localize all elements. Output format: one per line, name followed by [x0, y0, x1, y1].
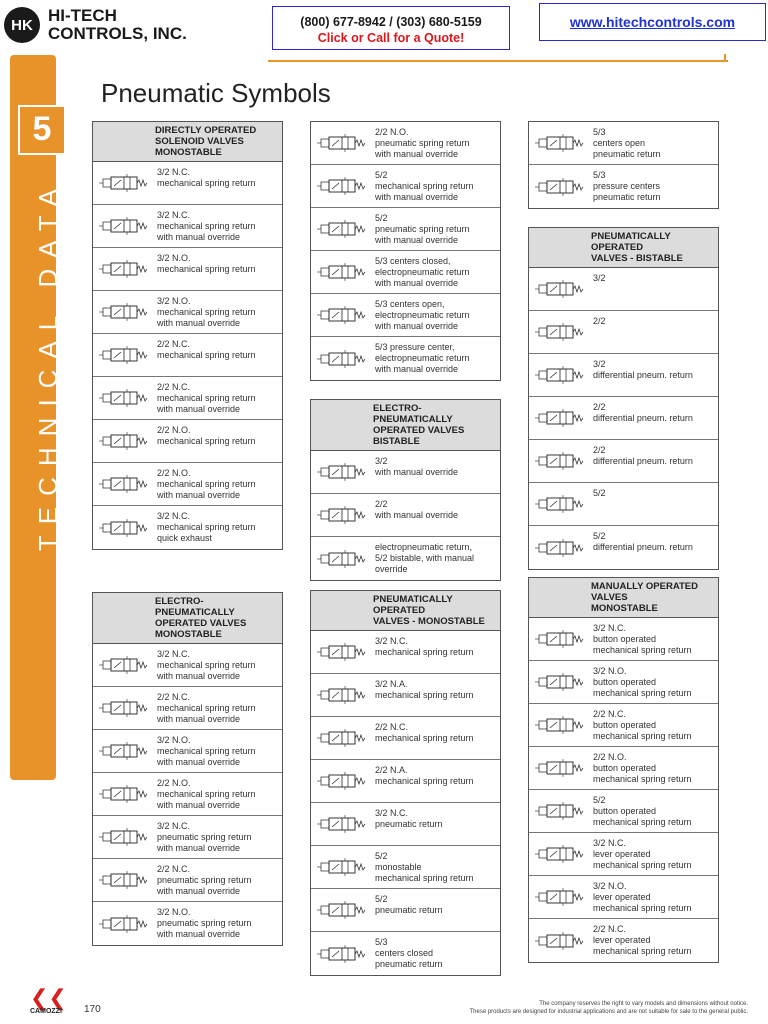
- valve-symbol-icon: [97, 217, 153, 235]
- panel-heading: MANUALLY OPERATED VALVES MONOSTABLE: [529, 578, 718, 618]
- symbol-row: [311, 674, 500, 717]
- symbol-description: 3/2 N.C. pneumatic spring return with manual override: [157, 821, 252, 853]
- symbol-row: [311, 337, 500, 380]
- symbol-description: 3/2 N.O. lever operated mechanical spring return: [593, 881, 692, 913]
- valve-symbol-icon: [315, 643, 371, 661]
- symbol-row: [529, 833, 718, 876]
- panel-heading: PNEUMATICALLY OPERATED VALVES - BISTABLE: [529, 228, 718, 268]
- valve-symbol-icon: [97, 346, 153, 364]
- valve-symbol-icon: [533, 802, 589, 820]
- panel-pneumatic-mono: [310, 590, 501, 976]
- symbol-description: 5/2 pneumatic spring return with manual override: [375, 213, 470, 245]
- website-link[interactable]: www.hitechcontrols.com: [569, 14, 736, 30]
- company-name-line1: HI-TECH: [48, 6, 117, 25]
- symbol-description: 3/2 N.C. mechanical spring return quick exhaust: [157, 511, 256, 543]
- panel-heading: ELECTRO-PNEUMATICALLY OPERATED VALVES BISTABLE: [311, 400, 500, 451]
- symbol-row: [311, 165, 500, 208]
- symbol-description: 2/2 N.O. mechanical spring return with manual override: [157, 468, 256, 500]
- valve-symbol-icon: [97, 699, 153, 717]
- symbol-description: 2/2 N.C. lever operated mechanical spring return: [593, 924, 692, 956]
- symbol-row: [311, 494, 500, 537]
- symbol-description: 3/2: [593, 273, 606, 283]
- symbol-row: [93, 644, 282, 687]
- symbol-row: [529, 661, 718, 704]
- valve-symbol-icon: [533, 495, 589, 513]
- symbol-row: [529, 122, 718, 165]
- company-name: [48, 7, 187, 43]
- valve-symbol-icon: [533, 409, 589, 427]
- symbol-description: 5/3 centers open, electropneumatic return with manual override: [375, 299, 470, 331]
- symbol-row: [529, 440, 718, 483]
- valve-symbol-icon: [97, 260, 153, 278]
- valve-symbol-icon: [97, 519, 153, 537]
- camozzi-mark-icon: ❮❮: [30, 985, 67, 1010]
- symbol-description: electropneumatic return, 5/2 bistable, with manual override: [375, 542, 475, 574]
- valve-symbol-icon: [97, 174, 153, 192]
- symbol-description: 3/2 N.C. mechanical spring return: [375, 636, 474, 657]
- symbol-description: 3/2 N.O. mechanical spring return with manual override: [157, 735, 256, 767]
- symbol-row: [311, 760, 500, 803]
- symbol-description: 5/3 centers closed pneumatic return: [375, 937, 443, 969]
- valve-symbol-icon: [97, 656, 153, 674]
- valve-symbol-icon: [315, 815, 371, 833]
- symbol-row: [529, 483, 718, 526]
- panel-col2-top: [310, 121, 501, 381]
- symbol-row: [311, 122, 500, 165]
- panel-pneumatic-bistable: [528, 227, 719, 570]
- symbol-description: 2/2 N.O. button operated mechanical spring return: [593, 752, 692, 784]
- header-rule-cap: [724, 54, 726, 62]
- symbol-row: [529, 704, 718, 747]
- company-logo[interactable]: [4, 5, 244, 47]
- symbol-description: 2/2 N.C. mechanical spring return with manual override: [157, 692, 256, 724]
- symbol-row: [93, 859, 282, 902]
- symbol-description: 5/3 pressure center, electropneumatic return with manual override: [375, 342, 470, 374]
- valve-symbol-icon: [97, 432, 153, 450]
- symbol-row: [529, 919, 718, 962]
- page-number: 170: [84, 1004, 101, 1015]
- symbol-description: 3/2 N.C. mechanical spring return: [157, 167, 256, 188]
- symbol-row: [93, 773, 282, 816]
- valve-symbol-icon: [533, 888, 589, 906]
- valve-symbol-icon: [533, 280, 589, 298]
- valve-symbol-icon: [315, 901, 371, 919]
- symbol-row: [311, 208, 500, 251]
- symbol-description: 3/2 N.O. mechanical spring return with manual override: [157, 296, 256, 328]
- symbol-row: [93, 162, 282, 205]
- symbol-description: 5/2: [593, 488, 606, 498]
- valve-symbol-icon: [97, 915, 153, 933]
- panel-heading: ELECTRO-PNEUMATICALLY OPERATED VALVES MONOSTABLE: [93, 593, 282, 644]
- valve-symbol-icon: [315, 550, 371, 568]
- panel-manual-mono: [528, 577, 719, 963]
- symbol-row: [93, 730, 282, 773]
- symbol-row: [93, 506, 282, 549]
- logo-mark: HK: [4, 7, 40, 43]
- valve-symbol-icon: [315, 220, 371, 238]
- panel-col3-top: [528, 121, 719, 209]
- symbol-description: 2/2 N.O. pneumatic spring return with manual override: [375, 127, 470, 159]
- camozzi-name: CAMOZZI: [30, 1008, 62, 1015]
- panel-electro-pneumatic-mono: [92, 592, 283, 946]
- valve-symbol-icon: [533, 134, 589, 152]
- valve-symbol-icon: [533, 759, 589, 777]
- symbol-row: [311, 932, 500, 975]
- symbol-description: 3/2 N.A. mechanical spring return: [375, 679, 474, 700]
- valve-symbol-icon: [315, 350, 371, 368]
- symbol-row: [93, 463, 282, 506]
- company-name-line2: CONTROLS, INC.: [48, 24, 187, 43]
- symbol-row: [311, 631, 500, 674]
- valve-symbol-icon: [315, 772, 371, 790]
- page-title: Pneumatic Symbols: [101, 78, 331, 108]
- symbol-row: [311, 294, 500, 337]
- valve-symbol-icon: [315, 945, 371, 963]
- valve-symbol-icon: [533, 452, 589, 470]
- symbol-description: 3/2 N.O. pneumatic spring return with manual override: [157, 907, 252, 939]
- symbol-description: 3/2 N.C. mechanical spring return with manual override: [157, 210, 256, 242]
- valve-symbol-icon: [533, 539, 589, 557]
- symbol-description: 2/2 with manual override: [375, 499, 459, 520]
- valve-symbol-icon: [315, 729, 371, 747]
- valve-symbol-icon: [315, 858, 371, 876]
- valve-symbol-icon: [97, 742, 153, 760]
- valve-symbol-icon: [97, 475, 153, 493]
- valve-symbol-icon: [533, 178, 589, 196]
- panel-direct-solenoid: [92, 121, 283, 550]
- symbol-row: [311, 803, 500, 846]
- chapter-number: 5: [18, 105, 66, 155]
- valve-symbol-icon: [533, 716, 589, 734]
- valve-symbol-icon: [97, 303, 153, 321]
- symbol-description: 3/2 N.C. mechanical spring return with manual override: [157, 649, 256, 681]
- symbol-row: [93, 420, 282, 463]
- valve-symbol-icon: [533, 366, 589, 384]
- symbol-description: 3/2 with manual override: [375, 456, 459, 477]
- symbol-description: 5/2 monostable mechanical spring return: [375, 851, 474, 883]
- symbol-description: 5/2 button operated mechanical spring return: [593, 795, 692, 827]
- symbol-row: [529, 526, 718, 569]
- symbol-description: 5/3 pressure centers pneumatic return: [593, 170, 661, 202]
- symbol-description: 3/2 N.C. pneumatic return: [375, 808, 443, 829]
- symbol-description: 5/2 mechanical spring return with manual override: [375, 170, 474, 202]
- camozzi-logo: [30, 985, 74, 1015]
- symbol-row: [93, 291, 282, 334]
- symbol-row: [311, 251, 500, 294]
- valve-symbol-icon: [533, 845, 589, 863]
- symbol-description: 3/2 N.C. lever operated mechanical spring return: [593, 838, 692, 870]
- symbol-description: 2/2 differential pneum. return: [593, 402, 693, 423]
- symbol-row: [529, 165, 718, 208]
- valve-symbol-icon: [315, 686, 371, 704]
- panel-electro-pneumatic-bistable: [310, 399, 501, 581]
- symbol-row: [311, 717, 500, 760]
- panel-heading: DIRECTLY OPERATED SOLENOID VALVES MONOSTABLE: [93, 122, 282, 162]
- valve-symbol-icon: [315, 134, 371, 152]
- symbol-description: 3/2 N.C. button operated mechanical spring return: [593, 623, 692, 655]
- valve-symbol-icon: [97, 389, 153, 407]
- symbol-description: 3/2 differential pneum. return: [593, 359, 693, 380]
- valve-symbol-icon: [97, 871, 153, 889]
- symbol-row: [311, 451, 500, 494]
- quote-cta[interactable]: Click or Call for a Quote!: [317, 31, 465, 45]
- symbol-description: 5/3 centers closed, electropneumatic return with manual override: [375, 256, 470, 288]
- symbol-row: [93, 205, 282, 248]
- symbol-row: [529, 397, 718, 440]
- symbol-row: [93, 687, 282, 730]
- valve-symbol-icon: [315, 263, 371, 281]
- website-box[interactable]: [539, 3, 766, 41]
- symbol-description: 2/2 differential pneum. return: [593, 445, 693, 466]
- symbol-row: [529, 268, 718, 311]
- symbol-row: [529, 747, 718, 790]
- symbol-row: [311, 846, 500, 889]
- valve-symbol-icon: [315, 463, 371, 481]
- section-title: TECHNICAL DATA: [33, 178, 63, 552]
- symbol-description: 5/2 pneumatic return: [375, 894, 443, 915]
- symbol-row: [93, 334, 282, 377]
- symbol-row: [529, 354, 718, 397]
- symbol-description: 2/2 N.C. mechanical spring return with manual override: [157, 382, 256, 414]
- symbol-description: 2/2 N.C. mechanical spring return: [375, 722, 474, 743]
- valve-symbol-icon: [315, 506, 371, 524]
- symbol-description: 3/2 N.O. button operated mechanical spring return: [593, 666, 692, 698]
- valve-symbol-icon: [97, 785, 153, 803]
- symbol-row: [529, 876, 718, 919]
- phone-numbers[interactable]: (800) 677-8942 / (303) 680-5159: [300, 15, 482, 29]
- symbol-row: [311, 537, 500, 580]
- valve-symbol-icon: [533, 630, 589, 648]
- valve-symbol-icon: [533, 673, 589, 691]
- symbol-row: [93, 816, 282, 859]
- symbol-row: [529, 311, 718, 354]
- header-rule: [268, 60, 728, 62]
- symbol-description: 2/2 N.C. pneumatic spring return with manual override: [157, 864, 252, 896]
- symbol-description: 2/2 N.O. mechanical spring return with manual override: [157, 778, 256, 810]
- valve-symbol-icon: [315, 177, 371, 195]
- valve-symbol-icon: [97, 828, 153, 846]
- symbol-description: 2/2: [593, 316, 606, 326]
- panel-heading: PNEUMATICALLY OPERATED VALVES - MONOSTABLE: [311, 591, 500, 631]
- symbol-row: [93, 248, 282, 291]
- quote-box[interactable]: [272, 6, 510, 50]
- symbol-row: [93, 377, 282, 420]
- symbol-row: [311, 889, 500, 932]
- symbol-description: 2/2 N.A. mechanical spring return: [375, 765, 474, 786]
- disclaimer: The company reserves the right to vary models and dimensions without notice. These products are designed for industrial applications and are not suitable for sale to the general public.: [469, 1001, 748, 1015]
- symbol-row: [93, 902, 282, 945]
- valve-symbol-icon: [533, 323, 589, 341]
- symbol-row: [529, 790, 718, 833]
- valve-symbol-icon: [533, 932, 589, 950]
- symbol-row: [529, 618, 718, 661]
- symbol-description: 2/2 N.O. mechanical spring return: [157, 425, 256, 446]
- symbol-description: 2/2 N.C. mechanical spring return: [157, 339, 256, 360]
- symbol-description: 5/2 differential pneum. return: [593, 531, 693, 552]
- symbol-description: 2/2 N.C. button operated mechanical spring return: [593, 709, 692, 741]
- symbol-description: 3/2 N.O. mechanical spring return: [157, 253, 256, 274]
- symbol-description: 5/3 centers open pneumatic return: [593, 127, 661, 159]
- valve-symbol-icon: [315, 306, 371, 324]
